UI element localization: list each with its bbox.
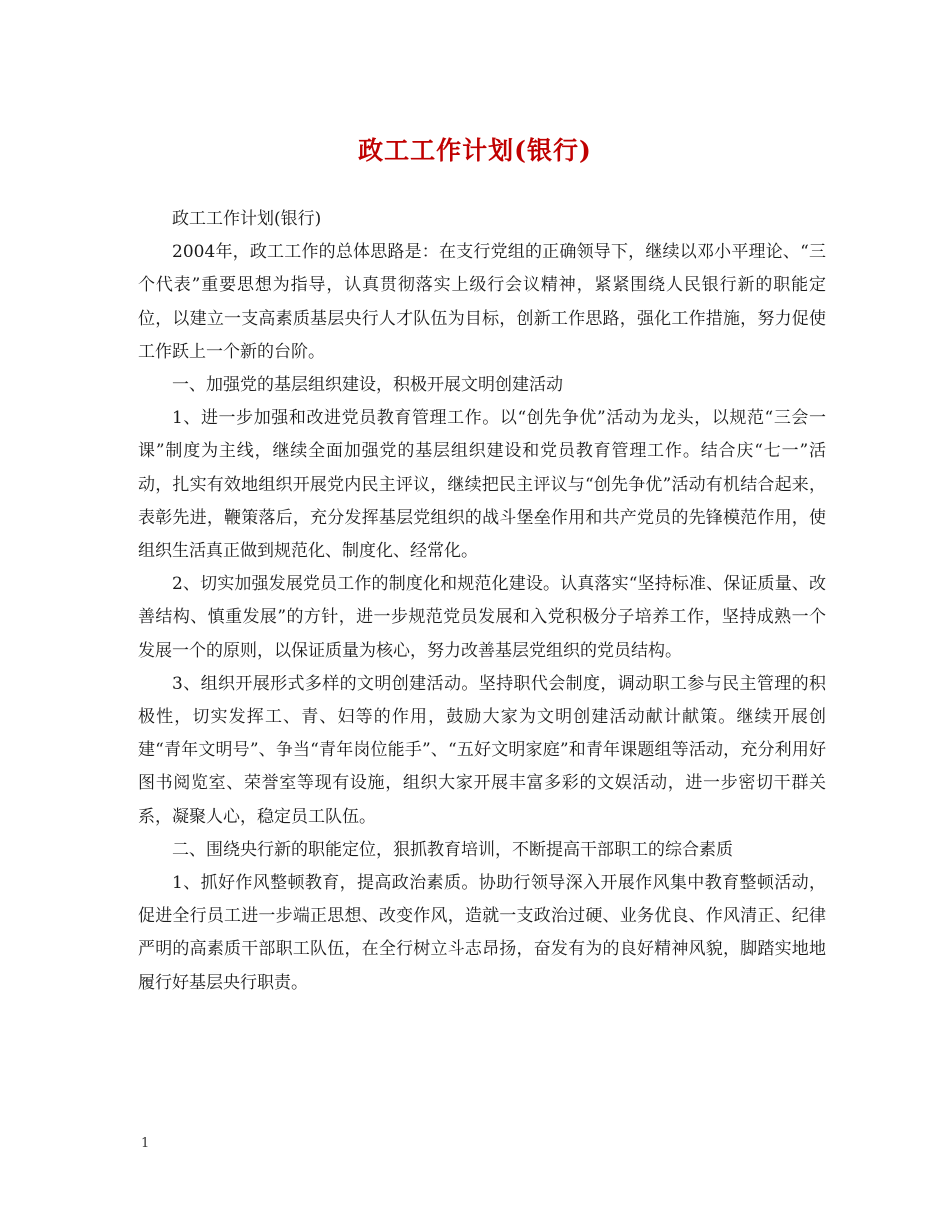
paragraph-1-2: 2、切实加强发展党员工作的制度化和规范化建设。认真落实“坚持标准、保证质量、改善结构、慎重发展”的方针，进一步规范党员发展和入党积极分子培养工作，坚持成熟一个发展一个的原则，以保证质量为核心，努力改善基层党组织的党员结构。 [138, 574, 826, 661]
section-heading-2: 二、围绕央行新的职能定位，狠抓教育培训，不断提高干部职工的综合素质 [172, 839, 733, 860]
document-title: 政工工作计划(银行) [358, 136, 592, 165]
section-heading-1: 一、加强党的基层组织建设，积极开展文明创建活动 [172, 375, 563, 396]
page-number: 1 [141, 1136, 150, 1151]
document-body [138, 203, 826, 1000]
paragraph-1-3: 3、组织开展形式多样的文明创建活动。坚持职代会制度，调动职工参与民主管理的积极性，切实发挥工、青、妇等的作用，鼓励大家为文明创建活动献计献策。继续开展创建“青年文明号”、争当“青年岗位能手”、“五好文明家庭”和青年课题组等活动，充分利用好图书阅览室、荣誉室等现有设施，组织大家开展丰富多彩的文娱活动，进一步密切干群关系，凝聚人心，稳定员工队伍。 [138, 673, 826, 827]
paragraph-2-1: 1、抓好作风整顿教育，提高政治素质。协助行领导深入开展作风集中教育整顿活动，促进全行员工进一步端正思想、改变作风，造就一支政治过硬、业务优良、作风清正、纪律严明的高素质干部职工队伍，在全行树立斗志昂扬，奋发有为的良好精神风貌，脚踏实地地履行好基层央行职责。 [138, 873, 826, 993]
paragraph-subtitle: 政工工作计划(银行) [172, 209, 322, 229]
paragraph-1-1: 1、进一步加强和改进党员教育管理工作。以“创先争优”活动为龙头，以规范“三会一课”制度为主线，继续全面加强党的基层组织建设和党员教育管理工作。结合庆“七一”活动，扎实有效地组织开展党内民主评议，继续把民主评议与“创先争优”活动有机结合起来，表彰先进，鞭策落后，充分发挥基层党组织的战斗堡垒作用和共产党员的先锋模范作用，使组织生活真正做到规范化、制度化、经常化。 [138, 408, 826, 562]
paragraph-overview: 2004年，政工工作的总体思路是：在支行党组的正确领导下，继续以邓小平理论、“三个代表”重要思想为指导，认真贯彻落实上级行会议精神，紧紧围绕人民银行新的职能定位，以建立一支高素质基层央行人才队伍为目标，创新工作思路，强化工作措施，努力促使工作跃上一个新的台阶。 [138, 242, 826, 362]
